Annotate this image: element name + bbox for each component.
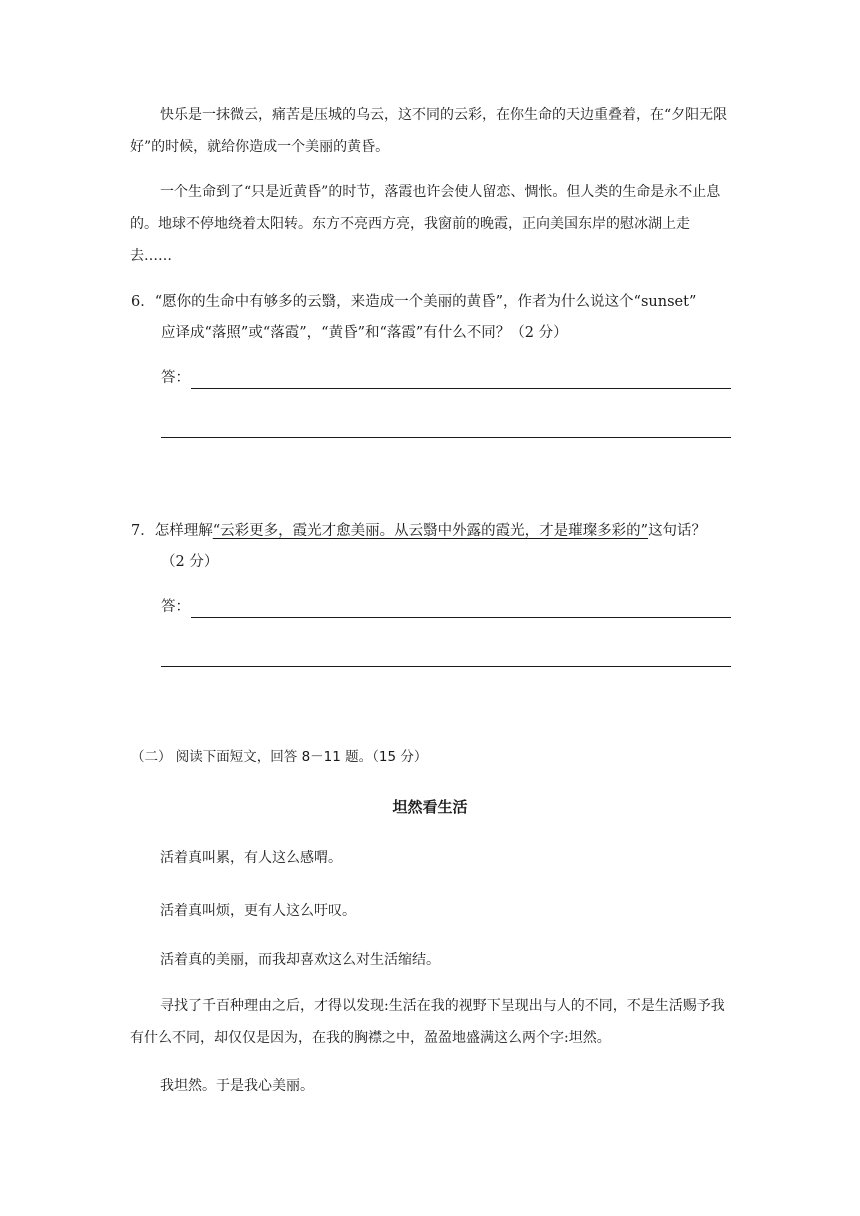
section-heading: （二） 阅读下面短文，回答 8－11 题。（15 分） [131,749,428,765]
question-6 [131,287,736,349]
answer-line [191,388,731,389]
passage-paragraph: 一个生命到了“只是近黄昏”的时节，落霞也许会使人留恋、惆怅。但人类的生命是永不止息的。地球不停地绕着太阳转。东方不亮西方亮，我窗前的晚霞，正向美国东岸的慰冰湖上走去…… [130,184,721,264]
answer-line-2-q7[interactable] [161,666,731,667]
article-paragraph: 我坦然。于是我心美丽。 [160,1078,314,1094]
answer-field-q7[interactable] [161,596,731,618]
answer-label: 答： [161,370,190,386]
question-number: 7． [131,523,155,539]
article-paragraph: 寻找了千百种理由之后，才得以发现:生活在我的视野下呈现出与人的不同，不是生活赐予我有什么不同，却仅仅是因为，在我的胸襟之中，盈盈地盛满这么两个字:坦然。 [130,998,725,1046]
question-text: 怎样理解 [154,523,213,539]
answer-field-q6[interactable] [161,367,731,389]
answer-line-2-q6[interactable] [161,437,731,438]
answer-line [191,617,731,618]
question-text-continued: （2 分） [161,554,219,570]
question-number: 6． [131,294,155,310]
article-paragraph: 活着真叫烦，更有人这么吁叹。 [160,903,356,919]
article-paragraph: 活着真叫累，有人这么感喟。 [160,850,342,866]
quoted-sentence: “云彩更多，霞光才愈美丽。从云翳中外露的霞光，才是璀璨多彩的” [212,523,649,539]
question-text: 这句话？ [648,523,707,539]
passage-paragraph: 快乐是一抹微云，痛苦是压城的乌云，这不同的云彩，在你生命的天边重叠着，在“夕阳无限好”的时候，就给你造成一个美丽的黄昏。 [130,107,728,155]
question-text-continued: 应译成“落照”或“落霞”，“黄昏”和“落霞”有什么不同？（2 分） [161,325,568,341]
question-text: “愿你的生命中有够多的云翳，来造成一个美丽的黄昏”，作者为什么说这个“sunset” [154,294,697,310]
answer-label: 答： [161,599,190,615]
article-title: 坦然看生活 [392,798,468,816]
question-7 [131,516,736,578]
article-paragraph: 活着真的美丽，而我却喜欢这么对生活缩结。 [160,952,440,968]
